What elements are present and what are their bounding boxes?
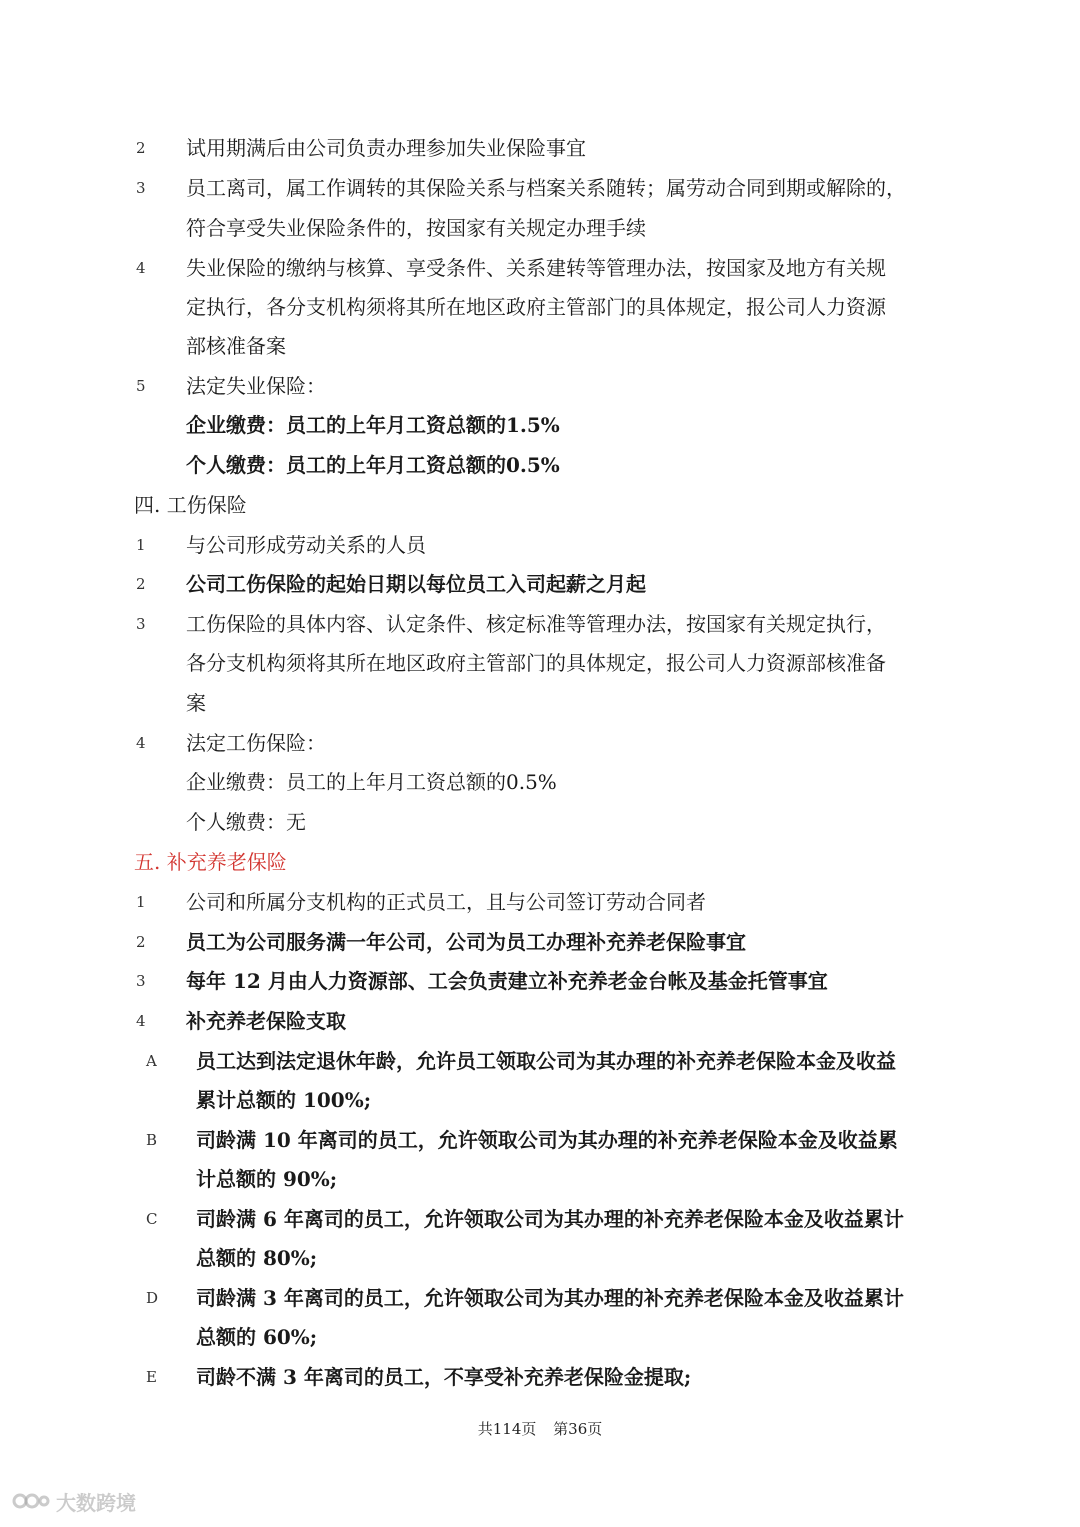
item-number: 4 [136, 259, 146, 277]
sub-item-line [0, 1080, 1080, 1120]
list-item-line [0, 445, 1080, 485]
heading-section-four [0, 485, 1080, 525]
item-number: B [146, 1131, 158, 1149]
item-text: 个人缴费：无 [186, 810, 306, 834]
item-text: 失业保险的缴纳与核算、享受条件、关系建转等管理办法，按国家及地方有关规 [186, 256, 886, 280]
page-footer [0, 1418, 1080, 1439]
item-number: 3 [136, 615, 146, 633]
item-number: E [146, 1368, 157, 1386]
logo-mark-icon [12, 1490, 50, 1512]
list-item-line [0, 1001, 1080, 1041]
list-item-line [0, 802, 1080, 842]
list-item-line [0, 525, 1080, 565]
current-page: 第36页 [553, 1420, 603, 1438]
watermark [12, 1486, 136, 1516]
item-text: 计总额的 90%; [196, 1167, 338, 1191]
list-item-line [0, 882, 1080, 922]
item-number: 3 [136, 972, 146, 990]
item-number: 4 [136, 734, 146, 752]
list-item-line [0, 604, 1080, 644]
item-text: 员工达到法定退休年龄，允许员工领取公司为其办理的补充养老保险本金及收益 [196, 1049, 896, 1073]
watermark-text: 大数跨境 [56, 1490, 136, 1515]
list-item-line [0, 762, 1080, 802]
item-text: 累计总额的 100%; [196, 1088, 372, 1112]
item-number: 1 [136, 893, 146, 911]
item-number: C [146, 1210, 158, 1228]
total-pages: 共114页 [477, 1420, 537, 1438]
item-text: 公司和所属分支机构的正式员工，且与公司签订劳动合同者 [186, 890, 706, 914]
item-number: 2 [136, 933, 146, 951]
sub-item-line [0, 1317, 1080, 1357]
item-text: 司龄不满 3 年离司的员工，不享受补充养老保险金提取; [196, 1365, 692, 1389]
item-number: 3 [136, 179, 146, 197]
item-number: 2 [136, 575, 146, 593]
item-text: 法定失业保险： [186, 374, 326, 398]
list-item-line [0, 723, 1080, 763]
list-item-line [0, 405, 1080, 445]
item-text: 工伤保险的具体内容、认定条件、核定标准等管理办法，按国家有关规定执行， [186, 612, 886, 636]
item-number: 5 [136, 377, 146, 395]
heading-section-five [0, 842, 1080, 882]
item-text: 公司工伤保险的起始日期以每位员工入司起薪之月起 [186, 572, 646, 596]
item-text: 司龄满 3 年离司的员工，允许领取公司为其办理的补充养老保险本金及收益累计 [196, 1286, 904, 1310]
item-number: 4 [136, 1012, 146, 1030]
list-item-line [0, 168, 1080, 208]
item-text: 与公司形成劳动关系的人员 [186, 533, 426, 557]
item-text: 部核准备案 [186, 334, 286, 358]
item-number: 1 [136, 536, 146, 554]
sub-item-line [0, 1159, 1080, 1199]
list-item-line [0, 643, 1080, 683]
list-item-line [0, 366, 1080, 406]
item-number: A [146, 1052, 157, 1070]
sub-item-line [0, 1278, 1080, 1318]
list-item-line [0, 248, 1080, 288]
list-item-line [0, 961, 1080, 1001]
heading-text: 五. 补充养老保险 [134, 850, 287, 874]
list-item-line [0, 128, 1080, 168]
list-item-line [0, 208, 1080, 248]
sub-item-line [0, 1238, 1080, 1278]
item-text: 总额的 80%; [196, 1246, 318, 1270]
sub-item-line [0, 1120, 1080, 1160]
list-item-line [0, 922, 1080, 962]
list-item-line [0, 287, 1080, 327]
sub-item-line [0, 1041, 1080, 1081]
list-item-line [0, 326, 1080, 366]
item-text: 企业缴费：员工的上年月工资总额的0.5% [186, 770, 557, 794]
list-item-line [0, 564, 1080, 604]
item-text: 定执行，各分支机构须将其所在地区政府主管部门的具体规定，报公司人力资源 [186, 295, 886, 319]
sub-item-line [0, 1199, 1080, 1239]
sub-item-line [0, 1357, 1080, 1397]
item-text: 员工离司，属工作调转的其保险关系与档案关系随转；属劳动合同到期或解除的， [186, 176, 906, 200]
item-text: 试用期满后由公司负责办理参加失业保险事宜 [186, 136, 586, 160]
item-text: 各分支机构须将其所在地区政府主管部门的具体规定，报公司人力资源部核准备 [186, 651, 886, 675]
item-text: 总额的 60%; [196, 1325, 318, 1349]
item-text: 法定工伤保险： [186, 731, 326, 755]
item-number: D [146, 1289, 159, 1307]
item-text: 司龄满 6 年离司的员工，允许领取公司为其办理的补充养老保险本金及收益累计 [196, 1207, 904, 1231]
item-text: 司龄满 10 年离司的员工，允许领取公司为其办理的补充养老保险本金及收益累 [196, 1128, 898, 1152]
heading-text: 四. 工伤保险 [134, 493, 247, 517]
item-text: 企业缴费：员工的上年月工资总额的1.5% [186, 413, 560, 437]
item-number: 2 [136, 139, 146, 157]
item-text: 员工为公司服务满一年公司，公司为员工办理补充养老保险事宜 [186, 930, 746, 954]
list-item-line [0, 683, 1080, 723]
item-text: 补充养老保险支取 [186, 1009, 346, 1033]
item-text: 符合享受失业保险条件的，按国家有关规定办理手续 [186, 216, 646, 240]
item-text: 个人缴费：员工的上年月工资总额的0.5% [186, 453, 560, 477]
item-text: 案 [186, 691, 206, 715]
item-text: 每年 12 月由人力资源部、工会负责建立补充养老金台帐及基金托管事宜 [186, 969, 828, 993]
